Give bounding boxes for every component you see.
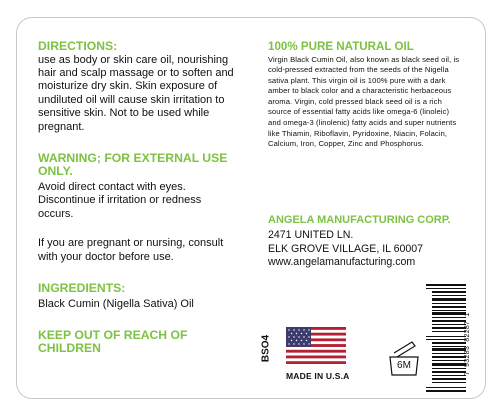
left-column <box>38 40 238 356</box>
address-line-1: 2471 UNITED LN. <box>268 229 354 242</box>
ingredients-title: INGREDIENTS: <box>38 280 126 295</box>
right-column <box>268 40 463 270</box>
keep-out-title: KEEP OUT OF REACH OF CHILDREN <box>38 327 188 356</box>
open-jar-icon <box>384 339 424 379</box>
pao-label: 6M <box>397 360 411 371</box>
warning-title: WARNING; FOR EXTERNAL USE ONLY. <box>38 150 228 179</box>
directions-text: use as body or skin care oil, nourishing hair and scalp massage or to soften and moisturize dry skin. Skin exposure of undiluted oil will cause skin irritation to sensitive skin. Not to be used while pregnant. <box>38 53 234 133</box>
pure-title: 100% PURE NATURAL OIL <box>268 40 414 53</box>
ingredients-text: Black Cumin (Nigella Sativa) Oil <box>38 298 194 311</box>
warning-text: Avoid direct contact with eyes. Discontinue if irritation or redness occurs. <box>38 180 202 220</box>
directions-title: DIRECTIONS: <box>38 39 118 53</box>
address-line-2: ELK GROVE VILLAGE, IL 60007 <box>268 242 424 255</box>
barcode-number: 7 93283 82287 1 <box>464 312 472 376</box>
made-in-usa: MADE IN U.S.A <box>286 371 350 381</box>
website: www.angelamanufacturing.com <box>268 256 416 269</box>
pregnant-text: If you are pregnant or nursing, consult with your doctor before use. <box>38 237 224 263</box>
company-name: ANGELA MANUFACTURING CORP. <box>268 213 451 226</box>
lot-code: BSO4 <box>260 334 272 363</box>
us-flag-icon <box>286 327 346 364</box>
pure-text: Virgin Black Cumin Oil, also known as black seed oil, is cold-pressed extracted from the seeds of the Nigella sativa plant. This virgin oil is 100% pure with a dark amber to black color and a characteristic herbaceous aroma. Virgin, cold pressed black seed oil is a rich source of essential fatty acids like omega-6 (linoleic) and omega-3 (linolenic) fatty acids and super nutrients like Thiamin, Riboflavin, Pyridoxine, Niacin, Folacin, Calcium, Iron, Copper, Zinc and Phosphorus. <box>268 54 460 149</box>
